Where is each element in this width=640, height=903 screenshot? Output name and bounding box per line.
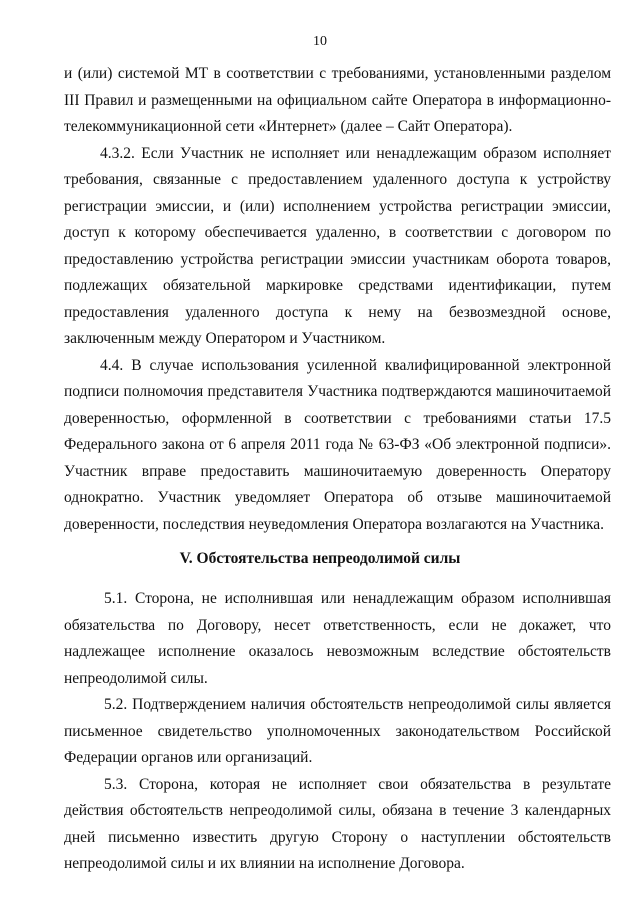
paragraph-4-3-2: 4.3.2. Если Участник не исполняет или ненадлежащим образом исполняет требования, связанные с предоставлением удаленного доступа к устройству регистрации эмиссии, и (или) исполнением устройства регистрации эмиссии, доступ к которому обеспечивается удаленно, в соответствии с договором по предоставлению устройства регистрации эмиссии участникам оборота товаров, подлежащих обязательной маркировке средствами идентификации, путем предоставления удаленного доступа к нему на безвозмездной основе, заключенным между Оператором и Участником. [64,144,611,347]
paragraph-4-4: 4.4. В случае использования усиленной квалифицированной электронной подписи полномочия представителя Участника подтверждаются машиночитаемой доверенностью, оформленной в соответствии с требованиями статьи 17.5 Федерального закона от 6 апреля 2011 года № 63-ФЗ «Об электронной подписи». Участник вправе предоставить машиночитаемую доверенность Оператору однократно. Участник уведомляет Оператора об отзыве машиночитаемой доверенности, последствия неуведомления Оператора возлагаются на Участника. [64,356,611,533]
section-heading: V. Обстоятельства непреодолимой силы [179,550,461,567]
paragraph-continuation: и (или) системой МТ в соответствии с требованиями, установленными разделом III Правил и размещенными на официальном сайте Оператора в информационно-телекоммуникационной сети «Интернет» (далее – Сайт Оператора). [64,65,611,135]
paragraphs-before-section [64,61,611,538]
paragraphs-section-5 [64,586,611,878]
paragraph-5-1: 5.1. Сторона, не исполнившая или ненадлежащим образом исполнившая обязательства по Договору, несет ответственность, если не докажет, что надлежащее исполнение оказалось невозможным вследствие обстоятельств непреодолимой силы. [64,590,611,687]
paragraph-5-3: 5.3. Сторона, которая не исполняет свои обязательства в результате действия обстоятельств непреодолимой силы, обязана в течение 3 календарных дней письменно известить другую Сторону о наступлении обстоятельств непреодолимой силы и их влиянии на исполнение Договора. [64,775,611,872]
page-number: 10 [313,34,327,49]
paragraph-5-2: 5.2. Подтверждением наличия обстоятельств непреодолимой силы является письменное свидетельство уполномоченных законодательством Российской Федерации органов или организаций. [64,696,611,766]
